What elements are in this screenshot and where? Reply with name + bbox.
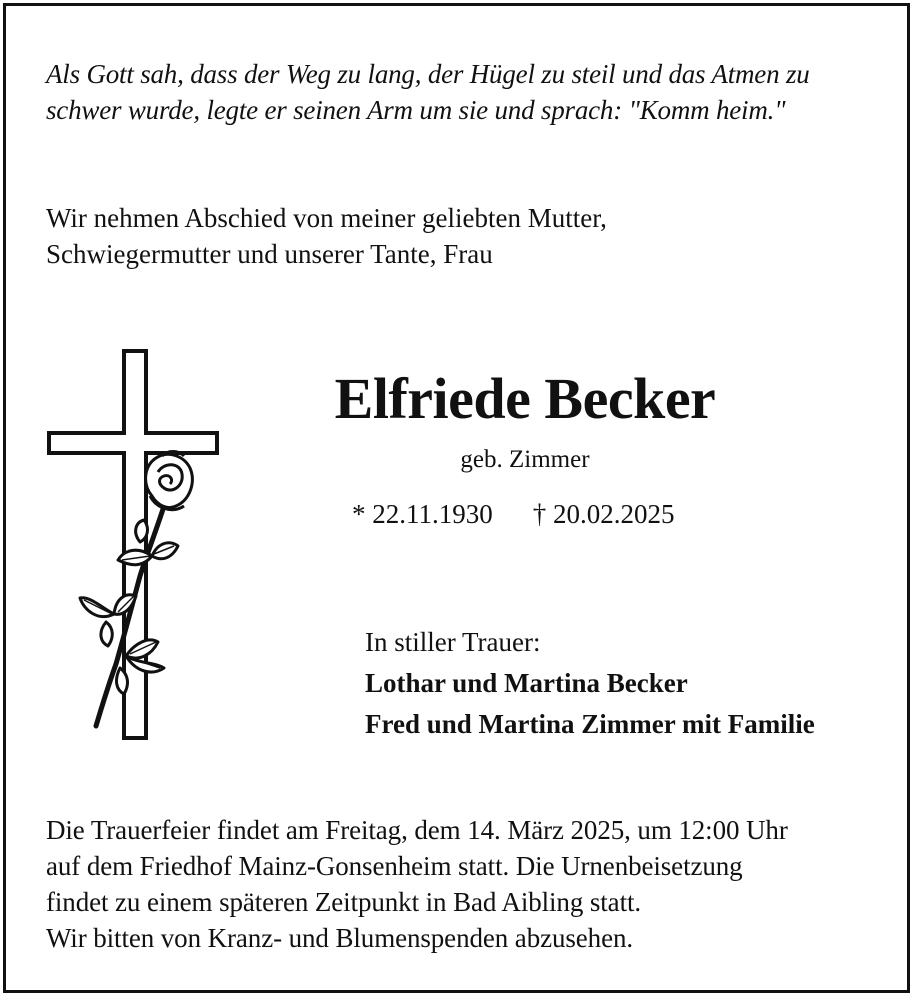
funeral-line: findet zu einem späteren Zeitpunkt in Bad Aibling statt. — [46, 887, 642, 917]
mourner-name: Fred und Martina Zimmer mit Familie — [365, 709, 815, 739]
funeral-line: Die Trauerfeier findet am Freitag, dem 14. März 2025, um 12:00 Uhr — [46, 815, 788, 845]
mourners-heading: In stiller Trauer: — [365, 627, 541, 657]
opening-quote — [46, 56, 886, 128]
life-dates — [352, 497, 675, 531]
death-date: † 20.02.2025 — [532, 499, 675, 529]
funeral-line: Wir bitten von Kranz- und Blumenspenden abzusehen. — [46, 923, 633, 953]
quote-line: schwer wurde, legte er seinen Arm um sie und sprach: "Komm heim." — [46, 95, 786, 125]
funeral-line: auf dem Friedhof Mainz-Gonsenheim statt. Die Urnenbeisetzung — [46, 851, 743, 881]
quote-line: Als Gott sah, dass der Weg zu lang, der Hügel zu steil und das Atmen zu — [46, 59, 810, 89]
farewell-intro — [46, 200, 607, 272]
intro-line: Wir nehmen Abschied von meiner geliebten Mutter, — [46, 203, 607, 233]
mourner-name: Lothar und Martina Becker — [365, 668, 688, 698]
birth-date: * 22.11.1930 — [352, 499, 493, 529]
funeral-notice — [46, 812, 788, 956]
intro-line: Schwiegermutter und unserer Tante, Frau — [46, 239, 493, 269]
birth-name: geb. Zimmer — [460, 446, 590, 473]
deceased-name: Elfriede Becker — [334, 366, 716, 431]
mourners-block — [365, 622, 815, 745]
